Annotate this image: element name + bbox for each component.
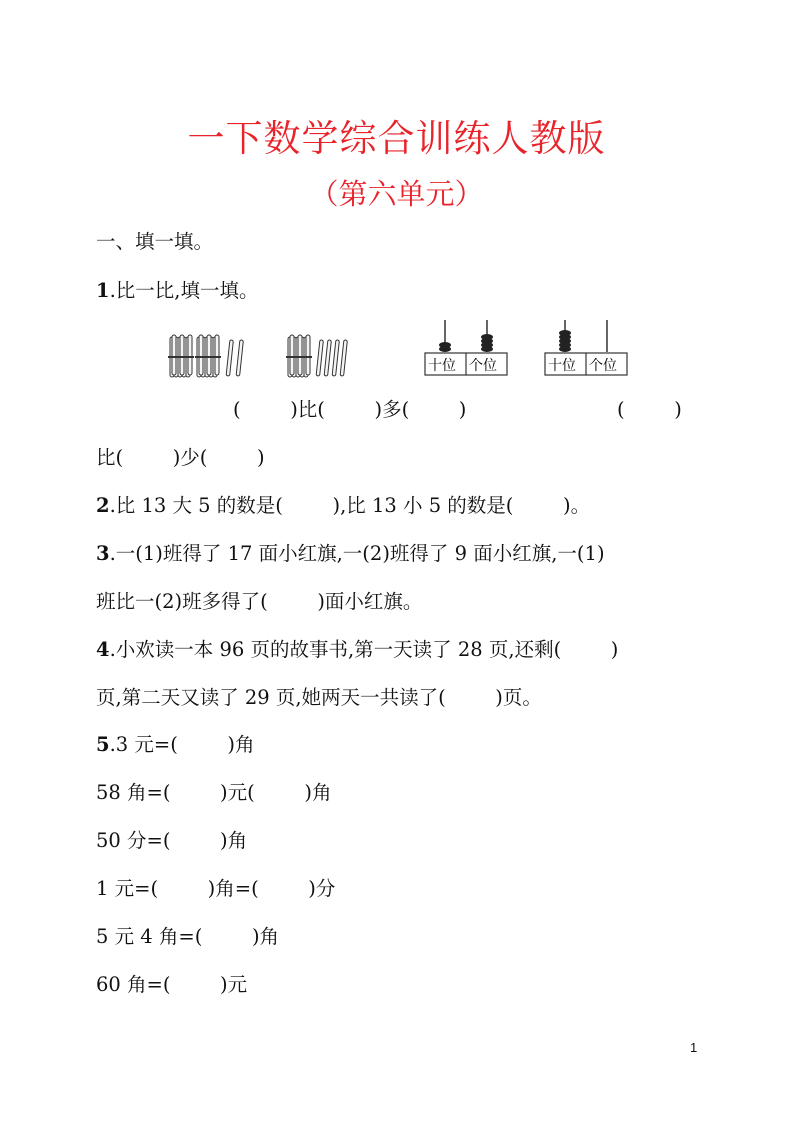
question-3-continued: 班比一(2)班多得了( )面小红旗。 [96, 590, 423, 613]
loose-stick [316, 340, 323, 376]
question-text: .小欢读一本 96 页的故事书,第一天读了 28 页,还剩( ) [109, 638, 619, 661]
abacus-2 [544, 318, 628, 380]
abacus-ones-label: 个位 [589, 358, 617, 374]
abacus-tens-label: 十位 [428, 358, 456, 374]
question-number: 5 [96, 733, 110, 756]
page-number: 1 [690, 1040, 698, 1055]
q1-second-line: 比( )少( ) [96, 446, 265, 469]
abacus-tens-label: 十位 [548, 358, 576, 374]
loose-stick [332, 340, 339, 376]
stick-bundles-illustration [160, 332, 360, 382]
question-number: 4 [96, 638, 110, 661]
page-subtitle: （第六单元） [309, 177, 484, 211]
abacus-ones-label: 个位 [469, 358, 497, 374]
question-4 [96, 640, 618, 660]
question-5 [96, 735, 255, 755]
page-title: 一下数学综合训练人教版 [187, 117, 606, 160]
loose-stick [340, 340, 347, 376]
question-number: 3 [96, 542, 110, 565]
question-text: .比 13 大 5 的数是( ),比 13 小 5 的数是( )。 [109, 494, 591, 517]
q5-item: 5 元 4 角=( )角 [96, 925, 280, 948]
abacus-1 [424, 318, 508, 380]
question-text: .一(1)班得了 17 面小红旗,一(2)班得了 9 面小红旗,一(1) [109, 542, 605, 565]
q1-blank-line: ( )比( )多( ) [233, 398, 467, 421]
loose-stick [324, 340, 331, 376]
stick-bundle-1 [168, 335, 194, 377]
question-number: 1 [96, 279, 110, 302]
question-text: .比一比,填一填。 [109, 279, 259, 302]
q5-item: 50 分=( )角 [96, 829, 248, 852]
q5-item: 60 角=( )元 [96, 973, 248, 996]
section-heading: 一、填一填。 [96, 230, 214, 253]
question-3 [96, 544, 605, 564]
question-number: 2 [96, 494, 110, 517]
loose-stick [236, 340, 243, 376]
question-text: .3 元=( )角 [109, 733, 255, 756]
question-1 [96, 281, 258, 301]
q1-blank-right: ( ) [617, 398, 682, 421]
question-4-continued: 页,第二天又读了 29 页,她两天一共读了( )页。 [96, 686, 542, 709]
q5-item: 58 角=( )元( )角 [96, 781, 332, 804]
stick-bundle-2 [195, 335, 221, 377]
stick-bundle-3 [286, 335, 312, 377]
q5-item: 1 元=( )角=( )分 [96, 877, 336, 900]
question-2 [96, 496, 590, 516]
loose-stick [226, 340, 233, 376]
